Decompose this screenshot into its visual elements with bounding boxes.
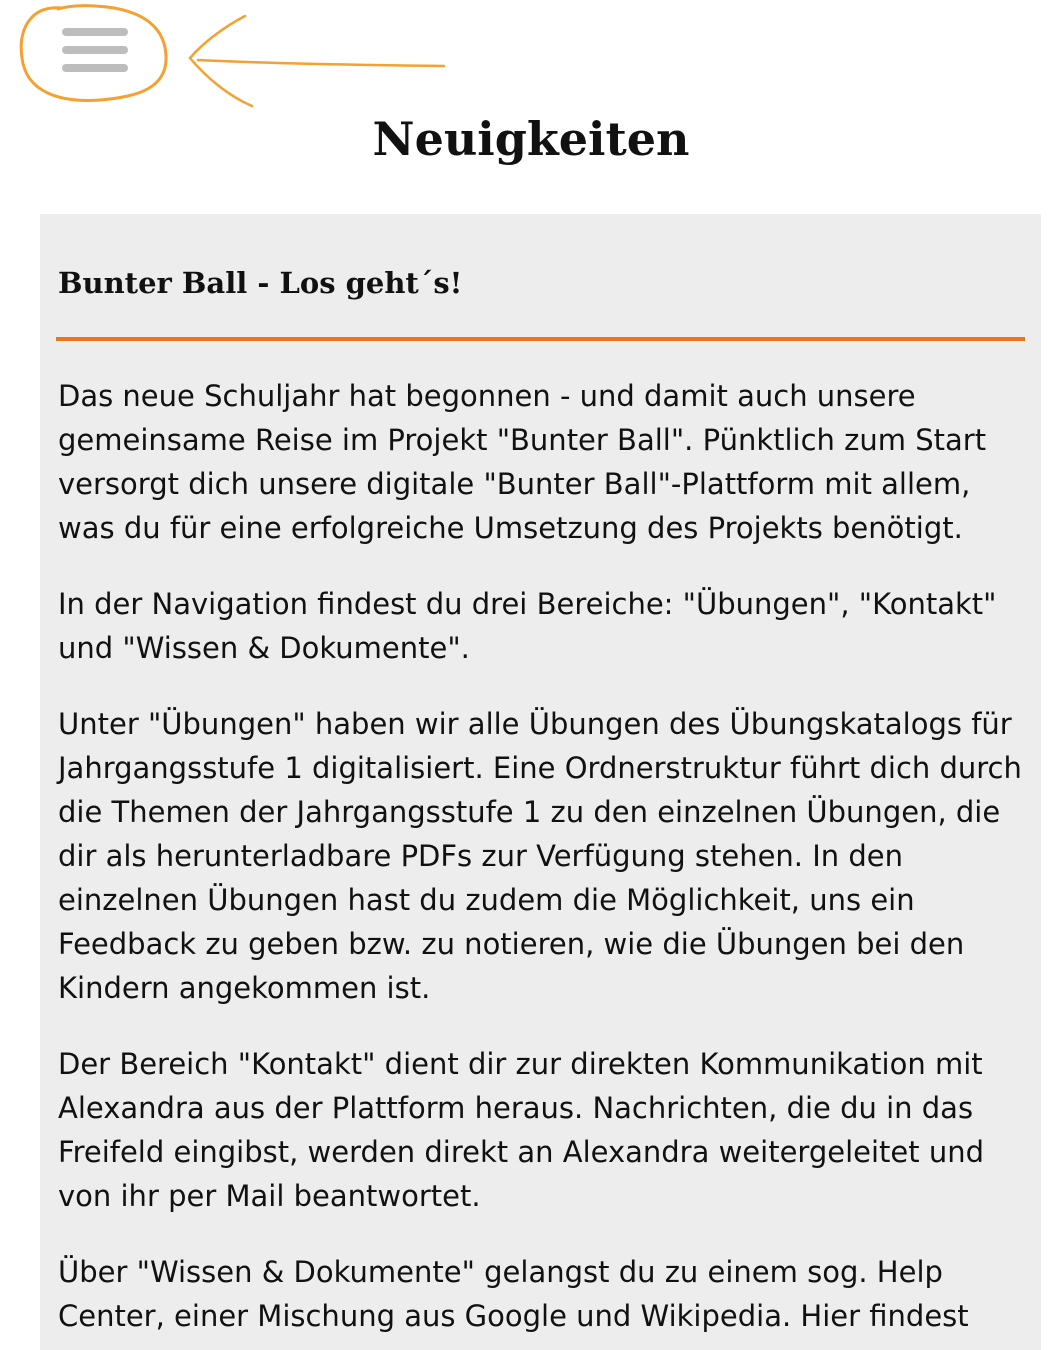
news-title: Bunter Ball - Los geht´s! (58, 266, 463, 300)
annotation-arrow-head (190, 16, 252, 106)
news-card (40, 214, 1041, 1350)
page-title: Neuigkeiten (372, 112, 690, 166)
news-paragraph: Unter "Übungen" haben wir alle Übungen des Übungskatalogs für Jahrgangsstufe 1 digitalisiert. Eine Ordnerstruktur führt dich durch die Themen der Jahrgangsstufe 1 zu den einzelnen Übungen, die dir als herunterladbare PDFs zur Verfügung stehen. In den einzelnen Übungen hast du zudem die Möglichkeit, uns ein Feedback zu geben bzw. zu notieren, wie die Übungen bei den Kindern angekommen ist. (58, 707, 1022, 1005)
news-paragraph: Über "Wissen & Dokumente" gelangst du zu einem sog. Help Center, einer Mischung aus Google und Wikipedia. Hier findest (58, 1255, 969, 1333)
news-divider (56, 337, 1025, 341)
annotation-arrow-shaft (198, 60, 444, 66)
news-paragraph: Der Bereich "Kontakt" dient dir zur direkten Kommunikation mit Alexandra aus der Plattform heraus. Nachrichten, die du in das Freifeld eingibst, werden direkt an Alexandra weitergeleitet und von ihr per Mail beantwortet. (58, 1047, 985, 1213)
news-body (58, 374, 1033, 1350)
menu-bar-middle (62, 46, 128, 54)
news-paragraph: Das neue Schuljahr hat begonnen - und damit auch unsere gemeinsame Reise im Projekt "Bunter Ball". Pünktlich zum Start versorgt dich unsere digitale "Bunter Ball"-Plattform mit allem, was du für eine erfolgreiche Umsetzung des Projekts benötigt. (58, 379, 987, 545)
menu-button[interactable] (40, 18, 148, 98)
news-paragraph: In der Navigation findest du drei Bereiche: "Übungen", "Kontakt" und "Wissen & Dokumente". (58, 587, 997, 665)
hamburger-menu-icon[interactable] (62, 28, 128, 82)
menu-bar-bottom (62, 64, 128, 72)
menu-bar-top (62, 28, 128, 36)
